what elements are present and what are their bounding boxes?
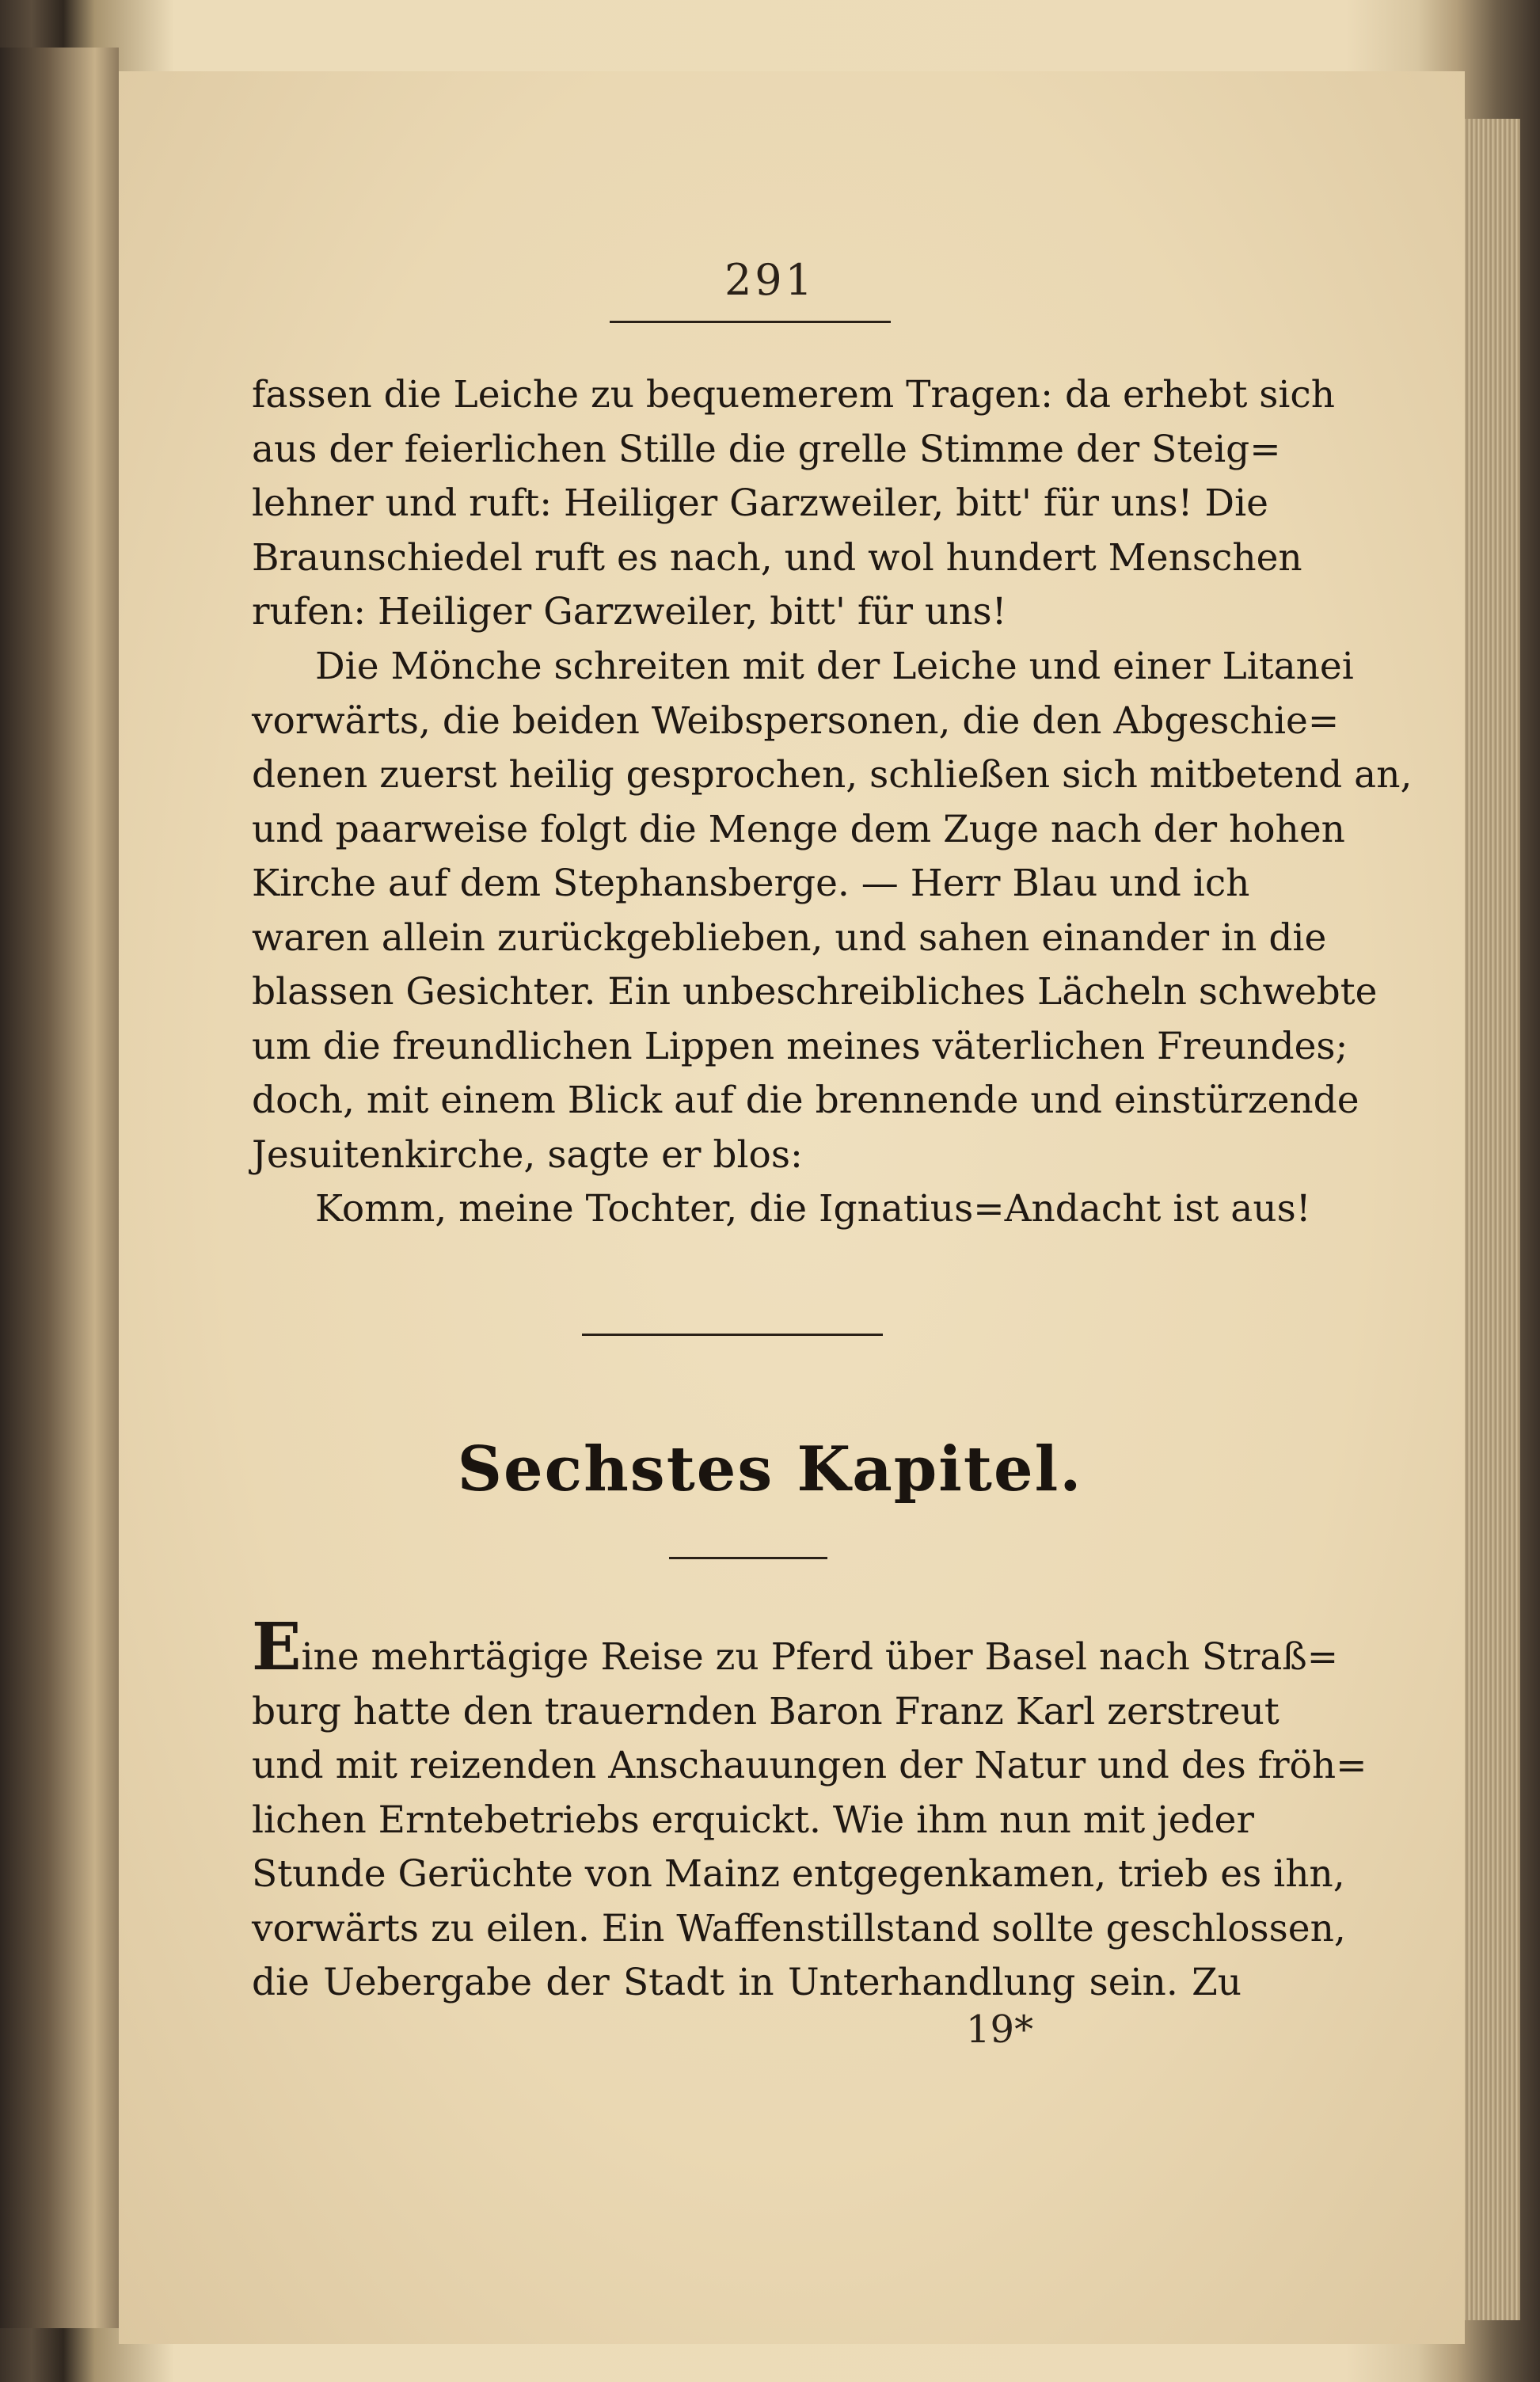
left-page-edge [0, 48, 119, 2328]
header-rule [610, 321, 891, 323]
text-line: und mit reizenden Anschauungen der Natur und des fröh= [252, 1744, 1367, 1787]
text-line: fassen die Leiche zu bequemerem Tragen: da erhebt sich [252, 373, 1336, 417]
text-line: vorwärts, die beiden Weibspersonen, die den Abgeschie= [252, 698, 1340, 743]
text-line: denen zuerst heilig gesprochen, schließen sich mitbetend an, [252, 753, 1413, 797]
text-line: aus der feierlichen Stille die grelle Stimme der Steig= [252, 427, 1281, 471]
text-line: Kirche auf dem Stephansberge. — Herr Blau und ich [252, 862, 1250, 905]
paragraph-2 [252, 640, 1413, 1182]
text-line: um die freundlichen Lippen meines väterlichen Freundes; [252, 1024, 1348, 1068]
page-edges [1465, 119, 1520, 2320]
page-number: 291 [724, 255, 816, 305]
paragraph-4 [252, 1609, 1367, 2011]
text-line: lichen Erntebetriebs erquickt. Wie ihm nun mit jeder [252, 1798, 1254, 1842]
text-line: vorwärts zu eilen. Ein Waffenstillstand sollte geschlossen, [252, 1906, 1346, 1950]
section-rule [582, 1334, 883, 1336]
text-line: Braunschiedel ruft es nach, und wol hundert Menschen [252, 535, 1302, 580]
text-line: Komm, meine Tochter, die Ignatius=Andacht ist aus! [315, 1187, 1311, 1231]
heading-rule [669, 1557, 827, 1559]
text-line: Die Mönche schreiten mit der Leiche und einer Litanei [315, 645, 1354, 688]
chapter-heading: Sechstes Kapitel. [457, 1433, 1083, 1505]
text-line: Stunde Gerüchte von Mainz entgegenkamen, trieb es ihn, [252, 1852, 1345, 1896]
text-line: die Uebergabe der Stadt in Unterhandlung sein. Zu [252, 1961, 1242, 2004]
text-line: Jesuitenkirche, sagte er blos: [252, 1132, 803, 1177]
text-line: waren allein zurückgeblieben, und sahen einander in die [252, 915, 1327, 960]
text-line: blassen Gesichter. Ein unbeschreibliches Lächeln schwebte [252, 970, 1378, 1014]
paragraph-3 [252, 1182, 1311, 1237]
text-line: und paarweise folgt die Menge dem Zuge nach der hohen [252, 807, 1345, 851]
drop-cap: E [252, 1609, 302, 1685]
paragraph-1 [252, 368, 1336, 640]
text-line-rest: ine mehrtägige Reise zu Pferd über Basel nach Straß= [301, 1635, 1339, 1679]
text-line: rufen: Heiliger Garzweiler, bitt' für uns! [252, 590, 1007, 634]
text-line: lehner und ruft: Heiliger Garzweiler, bitt' für uns! Die [252, 481, 1268, 525]
signature-mark: 19* [966, 2007, 1034, 2052]
text-line: burg hatte den trauernden Baron Franz Karl zerstreut [252, 1689, 1280, 1733]
text-line: doch, mit einem Blick auf die brennende und einstürzende [252, 1079, 1359, 1122]
text-line [252, 1609, 1339, 1685]
